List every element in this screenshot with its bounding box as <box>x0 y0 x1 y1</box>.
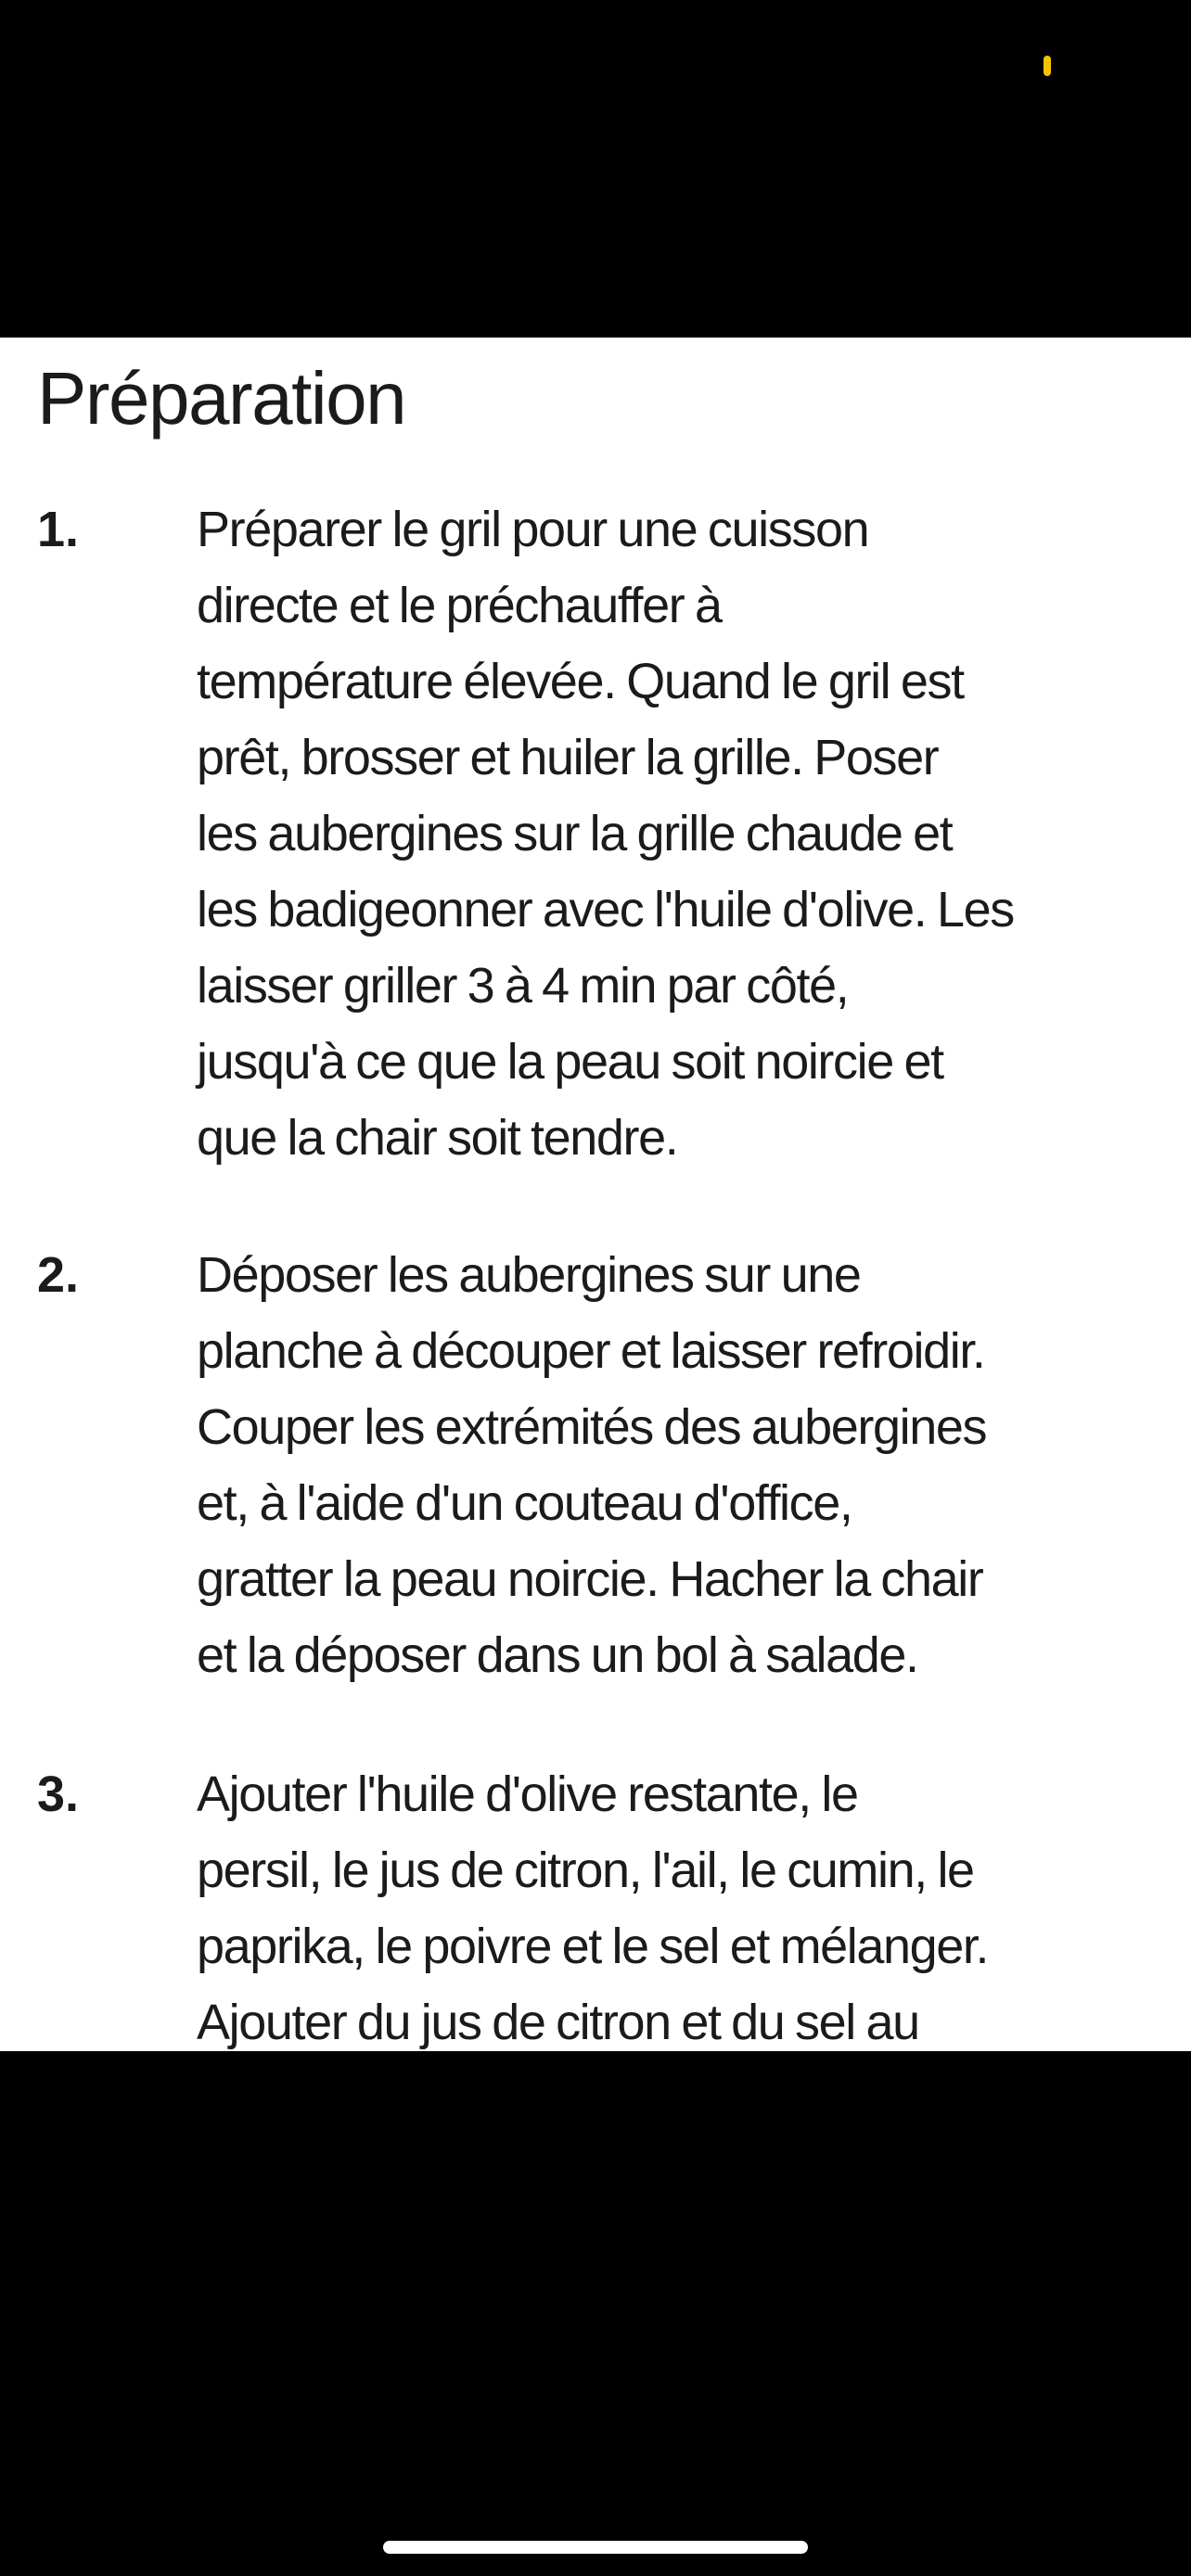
status-bar <box>0 0 1191 338</box>
step-text-line: et, à l'aide d'un couteau d'office, <box>197 1475 852 1531</box>
home-indicator[interactable] <box>383 2541 808 2554</box>
step-text-line: persil, le jus de citron, l'ail, le cumin, le <box>197 1843 974 1898</box>
bottom-bar <box>0 2051 1191 2576</box>
step-text <box>197 491 1161 1176</box>
step-text-line: Préparer le gril pour une cuisson <box>197 502 869 557</box>
step-text-line: gratter la peau noircie. Hacher la chair <box>197 1551 983 1607</box>
section-title: Préparation <box>37 357 406 440</box>
step-text-line: paprika, le poivre et le sel et mélanger. <box>197 1919 989 1974</box>
step-text-line: les badigeonner avec l'huile d'olive. Les <box>197 882 1014 937</box>
step-text-line: Ajouter l'huile d'olive restante, le <box>197 1766 858 1822</box>
step-text-line: planche à découper et laisser refroidir. <box>197 1323 985 1379</box>
recipe-preparation-panel <box>0 338 1191 2051</box>
step-text-line: directe et le préchauffer à <box>197 578 722 633</box>
step-number: 2. <box>37 1247 80 1303</box>
step-text-line: les aubergines sur la grille chaude et <box>197 806 953 861</box>
step-text-line: que la chair soit tendre. <box>197 1110 678 1166</box>
step-text-line: laisser griller 3 à 4 min par côté, <box>197 958 849 1014</box>
step-text-line: jusqu'à ce que la peau soit noircie et <box>197 1034 943 1090</box>
privacy-indicator-icon <box>1044 56 1051 76</box>
step-text <box>197 1237 1161 1693</box>
step-text-line: prêt, brosser et huiler la grille. Poser <box>197 730 939 785</box>
step-text-line: Ajouter du jus de citron et du sel au <box>197 1995 919 2050</box>
step-text-line: température élevée. Quand le gril est <box>197 654 964 709</box>
step-number: 3. <box>37 1766 80 1822</box>
step-text-line: Couper les extrémités des aubergines <box>197 1399 987 1455</box>
step-text-line: Déposer les aubergines sur une <box>197 1247 861 1303</box>
step-text-line: et la déposer dans un bol à salade. <box>197 1627 918 1683</box>
step-number: 1. <box>37 502 80 557</box>
